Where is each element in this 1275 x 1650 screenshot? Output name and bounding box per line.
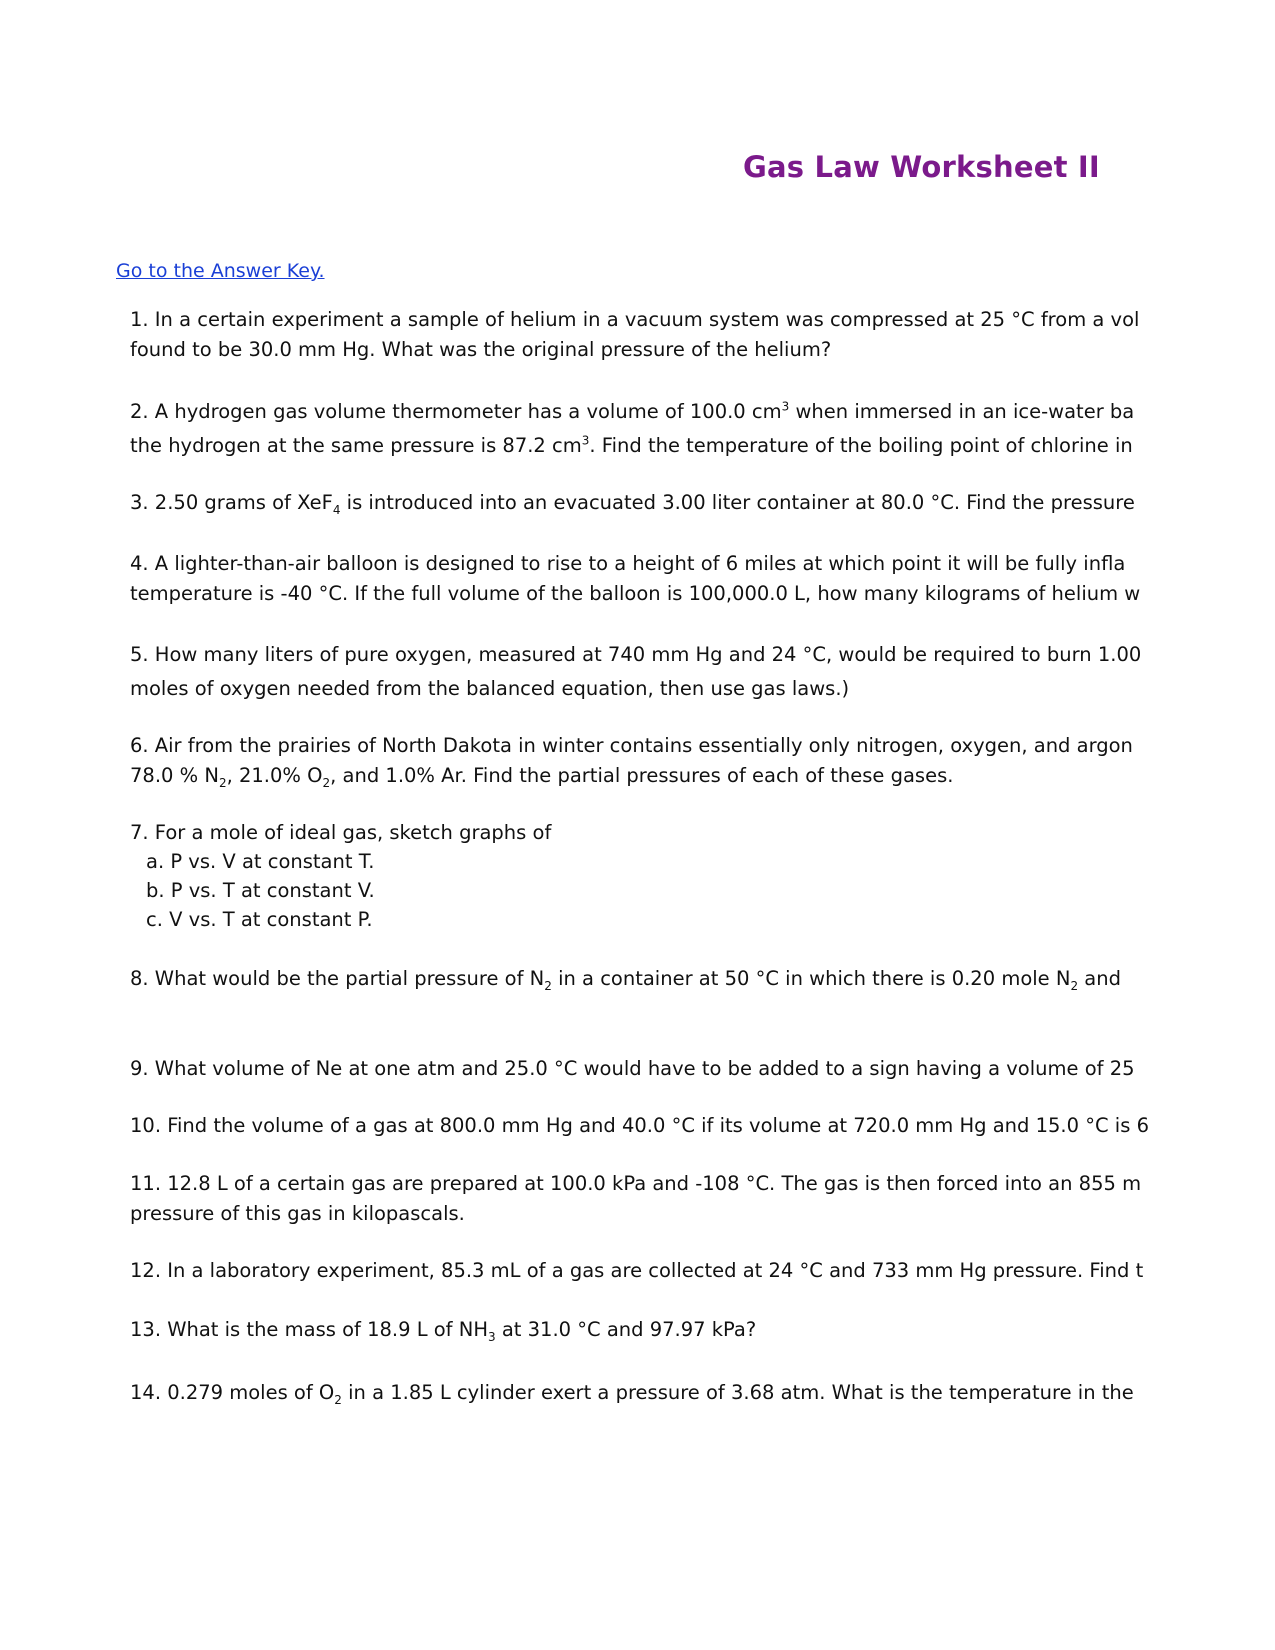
question-4 [130, 549, 1140, 609]
question-10 [130, 1111, 1149, 1141]
question-1-line-2: found to be 30.0 mm Hg. What was the original pressure of the helium? [130, 338, 832, 361]
question-6-line-1: 6. Air from the prairies of North Dakota in winter contains essentially only nitrogen, oxygen, and argon [130, 734, 1133, 757]
page-title: Gas Law Worksheet II [743, 150, 1100, 184]
question-7 [130, 818, 551, 934]
question-3 [130, 488, 1135, 518]
question-2 [130, 395, 1134, 463]
question-8 [130, 964, 1121, 994]
question-4-line-2: temperature is -40 °C. If the full volume of the balloon is 100,000.0 L, how many kilograms of helium w [130, 582, 1141, 605]
question-9 [130, 1054, 1135, 1084]
question-3-line-1: 3. 2.50 grams of XeF$_4$ is introduced into an evacuated 3.00 liter container at 80.0 °C. Find the pressure [130, 491, 1135, 517]
question-5-line-1: 5. How many liters of pure oxygen, measured at 740 mm Hg and 24 °C, would be required to burn 1.00 [130, 643, 1142, 666]
question-13 [130, 1315, 756, 1345]
question-7-line-1: 7. For a mole of ideal gas, sketch graphs of [130, 821, 552, 844]
question-4-line-1: 4. A lighter-than-air balloon is designed to rise to a height of 6 miles at which point it will be fully infla [130, 552, 1126, 575]
question-5-line-2: moles of oxygen needed from the balanced equation, then use gas laws.) [130, 677, 850, 700]
question-1 [130, 305, 1139, 365]
question-10-line-1: 10. Find the volume of a gas at 800.0 mm Hg and 40.0 °C if its volume at 720.0 mm Hg and 15.0 °C is 6 [130, 1114, 1149, 1137]
question-12 [130, 1256, 1143, 1286]
question-14-line-1: 14. 0.279 moles of $O_2$ in a 1.85 L cylinder exert a pressure of 3.68 atm. What is the temperature in the [130, 1381, 1134, 1407]
question-5 [130, 638, 1141, 706]
question-6-line-2: 78.0 % $N_2$, 21.0% $O_2$, and 1.0% Ar. Find the partial pressures of each of these gases. [130, 764, 954, 790]
question-7-part-b: b. P vs. T at constant V. [146, 879, 375, 902]
question-11 [130, 1169, 1141, 1229]
question-14 [130, 1378, 1134, 1408]
answer-key-link[interactable]: Go to the Answer Key. [116, 260, 325, 282]
question-13-line-1: 13. What is the mass of 18.9 L of $NH_3$ at 31.0 °C and 97.97 kPa? [130, 1318, 757, 1344]
question-7-part-c: c. V vs. T at constant P. [146, 908, 373, 931]
question-8-line-1: 8. What would be the partial pressure of $N_2$ in a container at 50 °C in which there is 0.20 mole $N_2$ and [130, 967, 1121, 993]
question-12-line-1: 12. In a laboratory experiment, 85.3 mL of a gas are collected at 24 °C and 733 mm Hg pressure. Find t [130, 1259, 1144, 1282]
question-2-line-2: the hydrogen at the same pressure is 87.2 $cm^3$. Find the temperature of the boiling point of chlorine in [130, 433, 1133, 457]
question-11-line-2: pressure of this gas in kilopascals. [130, 1202, 465, 1225]
question-7-part-a: a. P vs. V at constant T. [146, 850, 375, 873]
question-9-line-1: 9. What volume of Ne at one atm and 25.0 °C would have to be added to a sign having a volume of 25 [130, 1057, 1135, 1080]
question-1-line-1: 1. In a certain experiment a sample of helium in a vacuum system was compressed at 25 °C from a vol [130, 308, 1140, 331]
question-6 [130, 731, 1133, 791]
question-11-line-1: 11. 12.8 L of a certain gas are prepared at 100.0 kPa and -108 °C. The gas is then forced into an 855 m [130, 1172, 1142, 1195]
question-2-line-1: 2. A hydrogen gas volume thermometer has a volume of 100.0 $cm^3$ when immersed in an ice-water ba [130, 399, 1135, 423]
